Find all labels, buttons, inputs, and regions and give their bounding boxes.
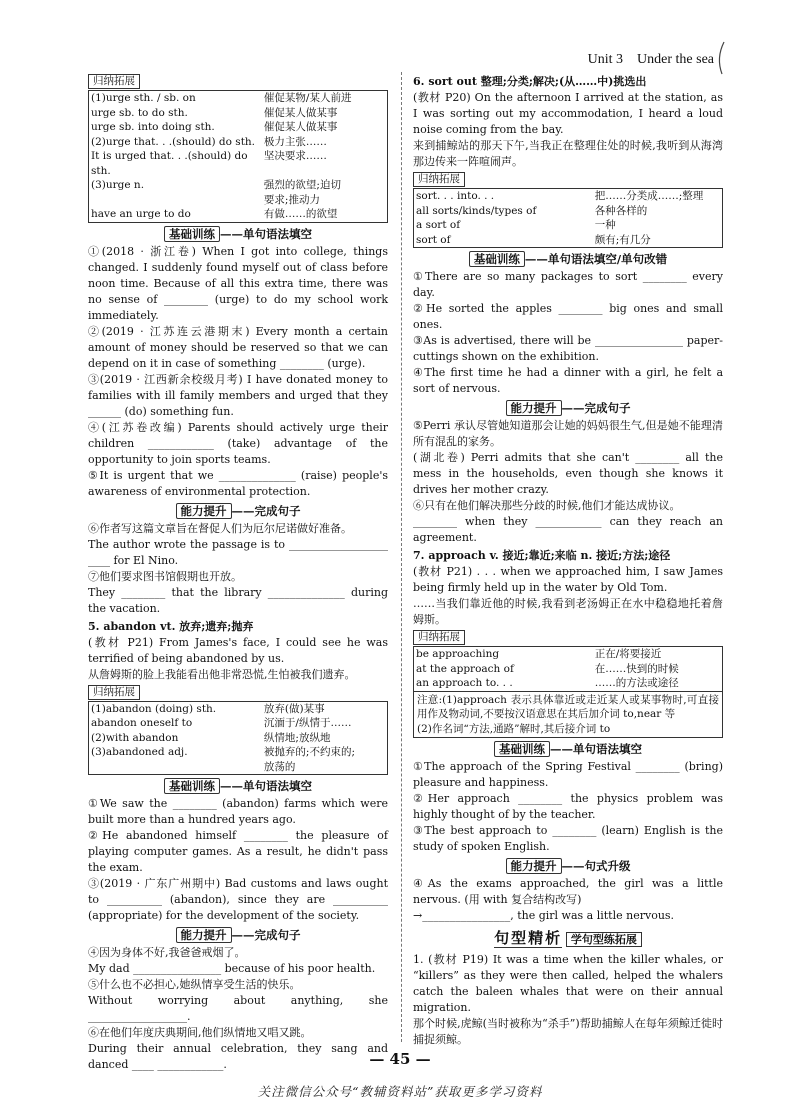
phrase-cell: (1)urge sth. / sb. on bbox=[91, 92, 196, 104]
item-5-example bbox=[88, 635, 388, 683]
footer-note: 关注微信公众号“教辅资料站”获取更多学习资料 bbox=[257, 1084, 543, 1099]
practice-header-basic: 基础训练 ——单句语法填空 bbox=[413, 741, 723, 757]
meaning-cell: 沉湎于/纵情于…… bbox=[263, 717, 352, 729]
meaning-cell: 颇有;有几分 bbox=[594, 233, 651, 246]
exercise-line: ④As the exams approached, the girl was a little nervous. (用 with 复合结构改写) bbox=[413, 877, 723, 906]
page-number: — 45 — bbox=[369, 1050, 431, 1068]
item-7-title: 7. approach v. 接近;靠近;来临 n. 接近;方法;途径 bbox=[413, 549, 671, 562]
phrase-cell: (3)urge n. bbox=[91, 179, 145, 191]
exercise-line: ⑤什么也不必担心,她纵情享受生活的快乐。 bbox=[88, 978, 301, 991]
practice-header-basic: 基础训练 ——单句语法填空 bbox=[88, 226, 388, 242]
practice-header-advanced: 能力提升 ——完成句子 bbox=[88, 503, 388, 519]
extension-row bbox=[414, 189, 723, 204]
extension-row bbox=[89, 701, 388, 716]
exercise-line: ①(2018 · 浙江卷) When I got into college, things changed. I suddenly found myself out of class before noon time. Because of all this extra time, there was no sense of ________ (urge) to do my school work immediately. bbox=[88, 244, 388, 322]
approach-extension-table bbox=[413, 646, 723, 692]
unit-title: Under the sea bbox=[637, 52, 714, 67]
abandon-basic-exercises bbox=[88, 796, 388, 924]
approach-advanced-exercises bbox=[413, 876, 723, 924]
exercise-line: ⑥在他们年度庆典期间,他们纵情地又唱又跳。 bbox=[88, 1026, 312, 1039]
approach-basic-exercises bbox=[413, 759, 723, 855]
meaning-cell: 有做……的欲望 bbox=[263, 208, 338, 220]
extension-row bbox=[89, 178, 388, 193]
practice-header-basic: 基础训练 ——单句语法填空/单句改错 bbox=[413, 251, 723, 267]
urge-extension-table bbox=[88, 90, 388, 223]
left-column bbox=[88, 72, 388, 1073]
phrase-cell bbox=[89, 760, 262, 775]
meaning-cell: 放弃(做)某事 bbox=[263, 702, 325, 715]
abandon-extension-table bbox=[88, 701, 388, 776]
example-line: 从詹姆斯的脸上我能看出他非常恐慌,生怕被我们遗弃。 bbox=[88, 667, 356, 681]
practice-header-advanced: 能力提升 ——句式升级 bbox=[413, 858, 723, 874]
unit-label: Unit 3 bbox=[587, 52, 624, 67]
item-6-title: 6. sort out 整理;分类;解决;(从……中)挑选出 bbox=[413, 75, 647, 88]
example-line: (教材 P21) From James's face, I could see he was terrified of being abandoned by us. bbox=[88, 635, 388, 665]
phrase-cell: (3)abandoned adj. bbox=[91, 746, 188, 758]
meaning-cell: 各种各样的 bbox=[594, 204, 648, 217]
urge-basic-exercises bbox=[88, 244, 388, 500]
meaning-cell: 坚决要求…… bbox=[263, 150, 327, 162]
extension-row bbox=[89, 731, 388, 746]
extension-row bbox=[89, 106, 388, 121]
sort-advanced-exercises bbox=[413, 418, 723, 546]
exercise-line: During their annual celebration, they sang and danced ____ ____________. bbox=[88, 1042, 388, 1071]
exercise-line: ②(2019 · 江苏连云港期末) Every month a certain amount of money should be reserved so that we can depend on it in case of something ________ (urge). bbox=[88, 324, 388, 370]
meaning-cell: 催促某物/某人前进 bbox=[263, 92, 352, 104]
meaning-cell: 放荡的 bbox=[263, 760, 296, 773]
meaning-cell: 一种 bbox=[594, 219, 616, 231]
meaning-cell: 强烈的欲望;迫切 bbox=[263, 179, 341, 191]
exercise-line: They ________ that the library ______________ during the vacation. bbox=[88, 585, 388, 615]
exercise-line: ①We saw the ________ (abandon) farms which were built more than a hundred years ago. bbox=[88, 797, 388, 826]
phrase-cell: (2)urge that. . .(should) do sth. bbox=[91, 135, 256, 148]
example-line: (教材 P20) On the afternoon I arrived at the station, as I was sorting out my accommodation, I heard a loud noise coming from the bay. bbox=[413, 91, 723, 136]
note-line: 注意:(1)approach 表示具体靠近或走近某人或某事物时,可直接用作及物动词,不要按汉语意思在其后加介词 to,near 等 bbox=[417, 693, 719, 720]
exercise-line: The author wrote the passage is to __________________ ____ for El Nino. bbox=[88, 537, 388, 567]
exercise-line: ③(2019 · 广东广州期中) Bad customs and laws ought to __________ (abandon), since they are __________ (appropriate) for the development of the society. bbox=[88, 877, 388, 922]
urge-advanced-exercises bbox=[88, 521, 388, 617]
exercise-line: ________ when they ____________ can they reach an agreement. bbox=[413, 515, 723, 544]
meaning-cell: 把……分类成……;整理 bbox=[594, 190, 704, 202]
exercise-line: ⑥只有在他们解决那些分歧的时候,他们才能达成协议。 bbox=[413, 499, 681, 512]
practice-header-advanced: 能力提升 ——完成句子 bbox=[413, 400, 723, 416]
extension-label: 归纳拓展 bbox=[413, 172, 465, 187]
page-header bbox=[588, 52, 714, 68]
right-column bbox=[413, 72, 723, 1048]
exercise-line: My dad ________________ because of his poor health. bbox=[88, 962, 376, 975]
sentence-analysis-item-1 bbox=[413, 952, 723, 1048]
exercise-line: ②Her approach ________ the physics problem was highly thought of by the teacher. bbox=[413, 792, 723, 821]
extension-row bbox=[89, 149, 388, 178]
approach-usage-note bbox=[413, 692, 723, 739]
meaning-cell: 在……快到的时候 bbox=[594, 662, 679, 675]
extension-label: 归纳拓展 bbox=[88, 685, 140, 700]
item-5-title: 5. abandon vt. 放弃;遗弃;抛弃 bbox=[88, 619, 254, 633]
extension-label: 归纳拓展 bbox=[88, 74, 140, 89]
phrase-cell: abandon oneself to bbox=[91, 717, 193, 729]
extension-row bbox=[414, 204, 723, 219]
meaning-cell: 正在/将要接近 bbox=[594, 648, 662, 660]
column-divider bbox=[401, 72, 402, 1042]
phrase-cell: have an urge to do bbox=[91, 208, 191, 220]
exercise-line: ①There are so many packages to sort ________ every day. bbox=[413, 270, 723, 299]
exercise-line: ④(江苏卷改编) Parents should actively urge their children ____________ (take) advantage of the opportunity to join sports teams. bbox=[88, 420, 388, 466]
sort-basic-exercises bbox=[413, 269, 723, 397]
exercise-line: ③(2019 · 江西新余校级月考) I have donated money to families with ill family members and urged that they ______ (do) something fun. bbox=[88, 372, 388, 418]
exercise-line: ④The first time he had a dinner with a girl, he felt a sort of nervous. bbox=[413, 366, 723, 395]
phrase-cell: be approaching bbox=[416, 648, 500, 660]
extension-row bbox=[414, 233, 723, 248]
exercise-line: ①The approach of the Spring Festival ________ (bring) pleasure and happiness. bbox=[413, 760, 723, 789]
section-title: 句型精析 bbox=[494, 929, 563, 947]
extension-row bbox=[414, 676, 723, 691]
meaning-cell: 催促某人做某事 bbox=[263, 121, 338, 133]
exercise-line: ④因为身体不好,我爸爸戒烟了。 bbox=[88, 946, 246, 959]
exercise-line: ⑦他们要求图书馆假期也开放。 bbox=[88, 569, 242, 583]
phrase-cell: at the approach of bbox=[416, 662, 514, 675]
meaning-cell: 要求;推动力 bbox=[263, 193, 320, 206]
extension-label: 归纳拓展 bbox=[413, 630, 465, 645]
meaning-cell: ……的方法或途径 bbox=[594, 677, 679, 689]
meaning-cell: 纵情地;放纵地 bbox=[263, 731, 331, 744]
example-line: 1. (教材 P19) It was a time when the killer whales, or “killers” as they were then called, helped the whalers catch the baleen whales that were on their annual migration. bbox=[413, 953, 723, 1014]
phrase-cell: sort of bbox=[416, 233, 451, 246]
exercise-line: (湖北卷) Perri admits that she can't ________ all the mess in the households, even though she knows it drives her mother crazy. bbox=[413, 451, 723, 496]
exercise-line: ③The best approach to ________ (learn) English is the study of spoken English. bbox=[413, 824, 723, 853]
phrase-cell: all sorts/kinds/types of bbox=[416, 204, 537, 217]
exercise-line: ⑤It is urgent that we ______________ (raise) people's awareness of environmental protection. bbox=[88, 468, 388, 498]
meaning-cell: 被抛弃的;不约束的; bbox=[263, 746, 355, 758]
extension-row bbox=[89, 760, 388, 775]
extension-row bbox=[414, 662, 723, 677]
extension-row bbox=[89, 135, 388, 150]
sentence-analysis-header bbox=[413, 930, 723, 948]
phrase-cell: It is urged that. . .(should) do sth. bbox=[91, 150, 248, 177]
example-line: (教材 P21) . . . when we approached him, I saw James being firmly held up in the water by Old Tom. bbox=[413, 565, 723, 594]
extension-row bbox=[89, 745, 388, 760]
extension-row bbox=[89, 91, 388, 106]
exercise-line: ⑥作者写这篇文章旨在督促人们为厄尔尼诺做好准备。 bbox=[88, 521, 352, 535]
exercise-line: ②He abandoned himself ________ the pleasure of playing computer games. As a result, he didn't pass the exam. bbox=[88, 829, 388, 874]
exercise-line: ②He sorted the apples ________ big ones and small ones. bbox=[413, 302, 723, 331]
extension-row bbox=[89, 207, 388, 222]
sort-extension-table bbox=[413, 188, 723, 248]
exercise-line: →________________, the girl was a little nervous. bbox=[413, 909, 675, 922]
exercise-line: ③As is advertised, there will be ________________ paper-cuttings shown on the exhibition. bbox=[413, 334, 723, 363]
practice-header-basic: 基础训练 ——单句语法填空 bbox=[88, 778, 388, 794]
note-line: (2)作名词“方法,通路”解时,其后接介词 to bbox=[417, 722, 611, 735]
phrase-cell: (2)with abandon bbox=[91, 731, 179, 744]
phrase-cell: (1)abandon (doing) sth. bbox=[91, 702, 217, 715]
example-line: ……当我们靠近他的时候,我看到老汤姆正在水中稳稳地托着詹姆斯。 bbox=[413, 597, 723, 626]
extension-row bbox=[89, 120, 388, 135]
section-subtitle: 学句型练拓展 bbox=[566, 932, 642, 947]
example-line: 那个时候,虎鲸(当时被称为“杀手”)帮助捕鲸人在每年须鲸迁徙时捕捉须鲸。 bbox=[413, 1017, 723, 1046]
header-curve-ornament bbox=[714, 40, 728, 76]
example-line: 来到捕鲸站的那天下午,当我正在整理住处的时候,我听到从海湾那边传来一阵喧闹声。 bbox=[413, 139, 723, 168]
exercise-line: Without worrying about anything, she __________________. bbox=[88, 994, 388, 1023]
item-6-example bbox=[413, 90, 723, 170]
phrase-cell: urge sb. into doing sth. bbox=[91, 121, 215, 133]
phrase-cell bbox=[89, 193, 262, 208]
item-7-example bbox=[413, 564, 723, 628]
phrase-cell: sort. . . into. . . bbox=[416, 190, 495, 202]
phrase-cell: urge sb. to do sth. bbox=[91, 106, 188, 119]
phrase-cell: an approach to. . . bbox=[416, 677, 513, 689]
meaning-cell: 催促某人做某事 bbox=[263, 106, 338, 119]
extension-row bbox=[414, 218, 723, 233]
extension-row bbox=[414, 647, 723, 662]
practice-header-advanced: 能力提升 ——完成句子 bbox=[88, 927, 388, 943]
exercise-line: ⑤Perri 承认尽管她知道那会让她的妈妈很生气,但是她不能理清所有混乱的家务。 bbox=[413, 419, 723, 448]
phrase-cell: a sort of bbox=[416, 219, 461, 231]
extension-row bbox=[89, 716, 388, 731]
extension-row bbox=[89, 193, 388, 208]
meaning-cell: 极力主张…… bbox=[263, 135, 327, 148]
